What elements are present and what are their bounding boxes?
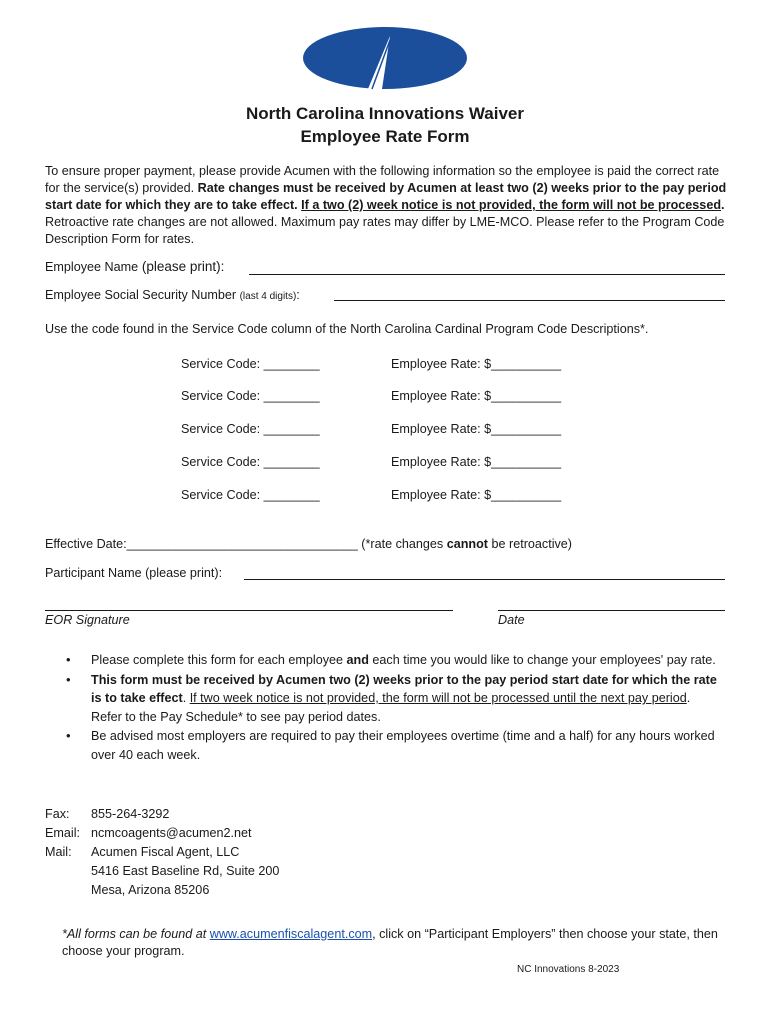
participant-name-field[interactable]	[244, 579, 725, 580]
employee-rate-field-4[interactable]: Employee Rate: $__________	[391, 455, 562, 469]
mail-address-line-2: 5416 East Baseline Rd, Suite 200	[91, 864, 280, 878]
service-code-field-5[interactable]: Service Code: ________	[181, 488, 320, 502]
employee-rate-field-5[interactable]: Employee Rate: $__________	[391, 488, 562, 502]
service-code-field-2[interactable]: Service Code: ________	[181, 389, 320, 403]
contact-info	[45, 805, 279, 900]
instruction-item: • This form must be received by Acumen two (2) weeks prior to the pay period start date for which the rate is to take effect. If two week notice is not provided, the form will not be processed until the next pay period. Refer to the Pay Schedule* to see pay period dates.	[62, 671, 722, 727]
service-code-field-4[interactable]: Service Code: ________	[181, 455, 320, 469]
email-label: Email:	[45, 826, 80, 840]
eor-signature-field[interactable]	[45, 610, 453, 611]
employee-name-field[interactable]	[249, 274, 725, 275]
mail-address-line-3: Mesa, Arizona 85206	[91, 883, 210, 897]
employee-ssn-field[interactable]	[334, 300, 725, 301]
employee-rate-field-2[interactable]: Employee Rate: $__________	[391, 389, 562, 403]
forms-footnote: *All forms can be found at www.acumenfiscalagent.com, click on “Participant Employers” then choose your state, then choose your program.	[62, 927, 718, 958]
mail-address-line-1: Acumen Fiscal Agent, LLC	[91, 845, 240, 859]
service-code-field-1[interactable]: Service Code: ________	[181, 357, 320, 371]
service-code-field-3[interactable]: Service Code: ________	[181, 422, 320, 436]
acumen-website-link[interactable]: www.acumenfiscalagent.com	[209, 927, 373, 941]
instruction-item: • Please complete this form for each employee and each time you would like to change your employees' pay rate.	[62, 651, 722, 670]
fax-number: 855-264-3292	[91, 807, 170, 821]
signature-date-field[interactable]	[498, 610, 725, 611]
instructions-list	[62, 651, 722, 765]
fax-label: Fax:	[45, 807, 70, 821]
form-subtitle: Employee Rate Form	[300, 127, 470, 146]
eor-signature-label: EOR Signature	[45, 613, 130, 627]
email-address: ncmcoagents@acumen2.net	[91, 826, 252, 840]
acumen-logo	[302, 26, 468, 90]
employee-rate-field-1[interactable]: Employee Rate: $__________	[391, 357, 562, 371]
effective-date-field[interactable]: Effective Date:_________________________________ (*rate changes cannot be retroactive)	[45, 537, 572, 551]
employee-name-label: Employee Name (please print):	[45, 259, 225, 274]
employee-rate-field-3[interactable]: Employee Rate: $__________	[391, 422, 562, 436]
signature-date-label: Date	[498, 613, 525, 627]
intro-paragraph: To ensure proper payment, please provide Acumen with the following information so the employee is paid the correct rate for the service(s) provided. Rate changes must be received by Acumen at least two (2) weeks prior to the pay period start date for which they are to take effect. If a two (2) week notice is not provided, the form will not be processed. Retroactive rate changes are not allowed. Maximum pay rates may differ by LME-MCO. Please refer to the Program Code Description Form for rates.	[45, 164, 727, 246]
mail-label: Mail:	[45, 845, 72, 859]
participant-name-label: Participant Name (please print):	[45, 566, 223, 580]
instruction-item: • Be advised most employers are required to pay their employees overtime (time and a half) for any hours worked over 40 each week.	[62, 727, 722, 764]
form-title: North Carolina Innovations Waiver	[245, 104, 525, 123]
service-code-instruction: Use the code found in the Service Code column of the North Carolina Cardinal Program Code Descriptions*.	[45, 322, 649, 336]
form-version: NC Innovations 8-2023	[517, 964, 620, 975]
employee-ssn-label: Employee Social Security Number (last 4 digits):	[45, 288, 300, 302]
